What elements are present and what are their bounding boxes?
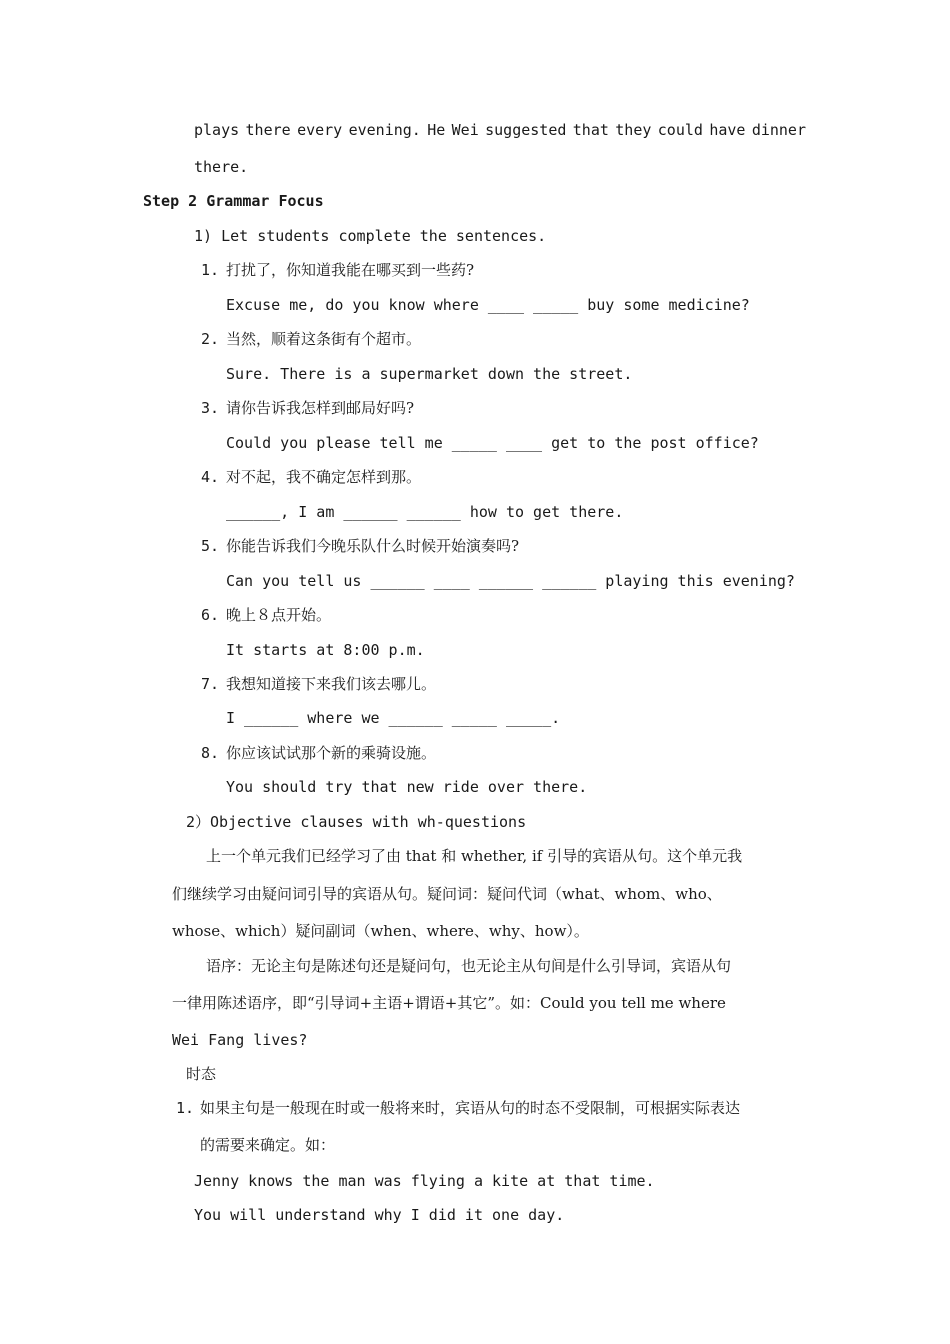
intro-word: have [709,121,746,139]
tense-item-number: 1. [176,1099,195,1117]
part1-title: 1) Let students complete the sentences. [194,227,547,245]
intro-word: there [245,121,291,139]
item-chinese: 请你告诉我怎样到邮局好吗? [226,399,415,417]
paragraph-line: whose、which）疑问副词（when、where、why、how）。 [172,922,589,940]
item-number: 4. [201,468,220,486]
item-number: 1. [201,261,220,279]
intro-word: that [572,121,609,139]
paragraph-line: Wei Fang lives? [172,1031,308,1049]
item-english: Can you tell us ______ ____ ______ ______ playing this evening? [226,572,795,590]
item-number: 3. [201,399,220,417]
item-number: 8. [201,744,220,762]
item-chinese: 当然，顺着这条街有个超市。 [226,330,422,348]
item-number: 5. [201,537,220,555]
intro-word: plays [194,121,240,139]
item-english: Excuse me, do you know where ____ _____ buy some medicine? [226,296,750,314]
intro-word: dinner [751,121,806,139]
item-english: It starts at 8:00 p.m. [226,641,425,659]
paragraph-line: 一律用陈述语序，即“引导词+主语+谓语+其它”。如：Could you tell me where [172,994,726,1012]
item-chinese: 对不起，我不确定怎样到那。 [226,468,422,486]
intro-word: every [297,121,343,139]
item-chinese: 晚上８点开始。 [226,606,332,624]
item-english: You should try that new ride over there. [226,778,588,796]
intro-word: they [615,121,652,139]
intro-line-1 [194,120,806,140]
intro-word: He [427,121,446,139]
item-english: I ______ where we ______ _____ _____. [226,709,561,727]
item-number: 2. [201,330,220,348]
item-chinese: 你应该试试那个新的乘骑设施。 [226,744,437,762]
paragraph-line: 语序：无论主句是陈述句还是疑问句，也无论主从句间是什么引导词，宾语从句 [206,957,732,975]
intro-line-2: there. [194,158,249,176]
intro-word: evening. [348,121,421,139]
paragraph-line: 上一个单元我们已经学习了由 that 和 whether, if 引导的宾语从句。这个单元我 [206,847,743,865]
item-chinese: 打扰了，你知道我能在哪买到一些药? [226,261,475,279]
item-english: Sure. There is a supermarket down the street. [226,365,633,383]
item-number: 7. [201,675,220,693]
item-number: 6. [201,606,220,624]
intro-word: suggested [485,121,567,139]
tense-item-line: 的需要来确定。如： [200,1136,336,1154]
example-sentence: Jenny knows the man was flying a kite at that time. [194,1172,655,1190]
section-heading: Step 2 Grammar Focus [143,192,324,210]
item-chinese: 我想知道接下来我们该去哪儿。 [226,675,437,693]
paragraph-line: 们继续学习由疑问词引导的宾语从句。疑问词：疑问代词（what、whom、who、 [172,885,722,903]
tense-heading: 时态 [186,1065,217,1083]
item-chinese: 你能告诉我们今晚乐队什么时候开始演奏吗? [226,537,520,555]
intro-word: Wei [451,121,479,139]
part2-title: 2）Objective clauses with wh-questions [186,813,527,831]
intro-word: could [657,121,703,139]
tense-item-line: 如果主句是一般现在时或一般将来时，宾语从句的时态不受限制，可根据实际表达 [200,1099,741,1117]
example-sentence: You will understand why I did it one day. [194,1206,565,1224]
item-english: ______, I am ______ ______ how to get there. [226,503,624,521]
item-english: Could you please tell me _____ ____ get to the post office? [226,434,759,452]
